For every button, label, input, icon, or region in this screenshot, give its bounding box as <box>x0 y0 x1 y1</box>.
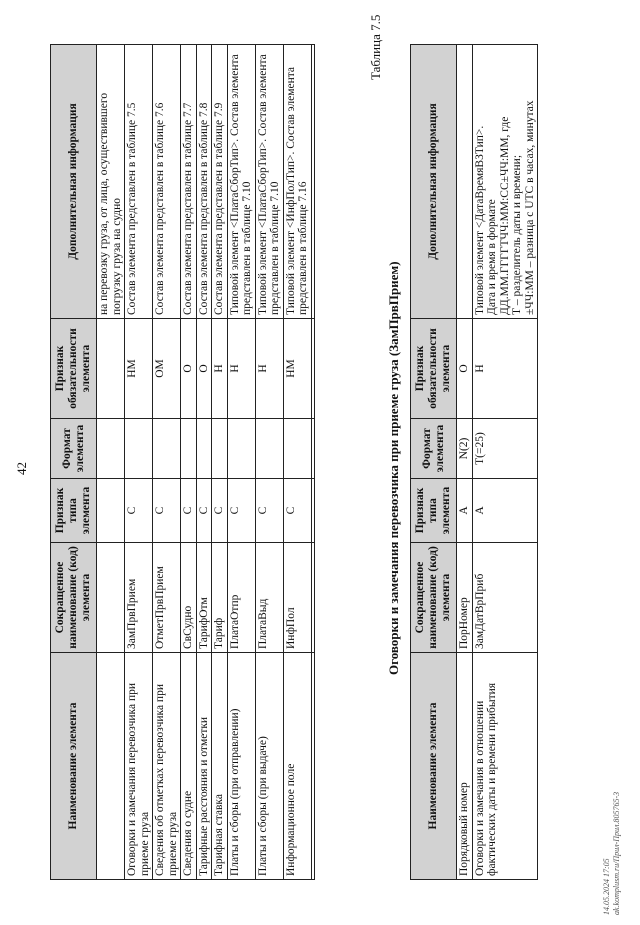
table-title: Оговорки и замечания перевозчика при приеме груза (ЗамПрвПрием) <box>386 261 401 675</box>
table-cell <box>97 479 125 543</box>
table-row <box>311 45 314 880</box>
table-cell <box>227 419 255 479</box>
elements-table-continued <box>50 44 315 880</box>
table-cell: Оговорки и замечания в отношении фактических даты и времени прибытия <box>472 653 538 880</box>
header-cell: Сокращенное наименование (код) элемента <box>411 543 457 653</box>
header-cell: Признак типа элемента <box>51 479 97 543</box>
table-row <box>212 45 228 880</box>
table-cell: СвСудно <box>181 543 197 653</box>
table-cell: Информационное поле <box>283 653 311 880</box>
table-cell: Н <box>227 319 255 419</box>
table-row <box>472 45 538 880</box>
table-cell: Тариф <box>212 543 228 653</box>
table-row <box>227 45 255 880</box>
table-row <box>255 45 283 880</box>
table-cell: Платы и сборы (при выдаче) <box>255 653 283 880</box>
table-cell: ЗамПрвПрием <box>125 543 153 653</box>
table-cell: Порядковый номер <box>457 653 473 880</box>
table-cell <box>255 419 283 479</box>
cell-line: ±ЧЧ:ММ – разница с UTC в часах, минутах <box>523 100 536 315</box>
table-cell: ПлатаОтпр <box>227 543 255 653</box>
table-cell <box>311 543 314 653</box>
table-cell <box>311 479 314 543</box>
cell-line: Типовой элемент <ДатаВремяВЗТип>. <box>473 125 486 315</box>
table-cell <box>311 653 314 880</box>
table-cell <box>125 419 153 479</box>
header-cell: Формат элемента <box>51 419 97 479</box>
table-cell: НМ <box>283 319 311 419</box>
table-cell: Н <box>212 319 228 419</box>
table-cell: ОтметПрвПрием <box>153 543 181 653</box>
table-cell <box>97 419 125 479</box>
table-cell: С <box>212 479 228 543</box>
table-row <box>457 45 473 880</box>
table-cell <box>457 45 473 319</box>
header-cell: Наименование элемента <box>411 653 457 880</box>
table-cell <box>311 319 314 419</box>
table-cell: Типовой элемент <ПлатаСборТип>. Состав элемента представлен в таблице 7.10 <box>255 45 283 319</box>
table-cell: N(2) <box>457 419 473 479</box>
table-cell: Оговорки и замечания перевозчика при приеме груза <box>125 653 153 880</box>
table-cell: ИнфПол <box>283 543 311 653</box>
table-cell: С <box>153 479 181 543</box>
page-number: 42 <box>14 462 29 475</box>
table-cell <box>153 419 181 479</box>
table-cell: А <box>472 479 538 543</box>
table-row <box>196 45 212 880</box>
table-cell: Состав элемента представлен в таблице 7.6 <box>153 45 181 319</box>
table-cell <box>97 319 125 419</box>
table-cell: ТарифОтм <box>196 543 212 653</box>
header-cell: Наименование элемента <box>51 653 97 880</box>
table-cell: О <box>181 319 197 419</box>
header-cell: Формат элемента <box>411 419 457 479</box>
table-cell <box>311 419 314 479</box>
table-cell: Состав элемента представлен в таблице 7.5 <box>125 45 153 319</box>
table-cell: ПлатаВыд <box>255 543 283 653</box>
table-cell: С <box>181 479 197 543</box>
header-cell: Признак обязательности элемента <box>51 319 97 419</box>
table-cell: Тарифная ставка <box>212 653 228 880</box>
table-cell-multiline <box>472 45 538 319</box>
table-row <box>97 45 125 880</box>
table-cell: С <box>283 479 311 543</box>
cell-line: Дата и время в формате ДД.ММ.ГГГГТЧЧ:ММ:СС±ЧЧ:ММ, где <box>486 116 511 315</box>
table-cell: Состав элемента представлен в таблице 7.9 <box>212 45 228 319</box>
table-cell: О <box>196 319 212 419</box>
table-number-label: Таблица 7.5 <box>368 14 383 80</box>
footer-line: ak.komplusm.ru/Прил-Прил.805765-3 <box>612 791 621 915</box>
footer-stamp <box>602 792 622 915</box>
table-cell: Состав элемента представлен в таблице 7.7 <box>181 45 197 319</box>
table-cell <box>212 419 228 479</box>
remarks-table <box>410 44 538 880</box>
table-cell: ПорНомер <box>457 543 473 653</box>
table-header-row <box>51 45 97 880</box>
table-cell <box>97 653 125 880</box>
table-row <box>283 45 311 880</box>
table-row <box>181 45 197 880</box>
table-cell <box>311 45 314 319</box>
table-cell: С <box>125 479 153 543</box>
table-cell: О <box>457 319 473 419</box>
table-cell: Сведения о судне <box>181 653 197 880</box>
table-cell: Сведения об отметках перевозчика при приеме груза <box>153 653 181 880</box>
table-cell <box>196 419 212 479</box>
table-cell: Состав элемента представлен в таблице 7.8 <box>196 45 212 319</box>
table-cell: Типовой элемент <ПлатаСборТип>. Состав элемента представлен в таблице 7.10 <box>227 45 255 319</box>
header-cell: Признак обязательности элемента <box>411 319 457 419</box>
header-cell: Дополнительная информация <box>411 45 457 319</box>
table-cell: Тарифные расстояния и отметки <box>196 653 212 880</box>
table-cell: С <box>227 479 255 543</box>
table-header-row <box>411 45 457 880</box>
table-cell <box>283 419 311 479</box>
header-cell: Признак типа элемента <box>411 479 457 543</box>
table-cell: ЗамДатВрПриб <box>472 543 538 653</box>
footer-line: 14.05.2024 17:05 <box>602 858 611 915</box>
table-cell: T(=25) <box>472 419 538 479</box>
table-cell: НМ <box>125 319 153 419</box>
table-cell: ОМ <box>153 319 181 419</box>
table-cell: на перевозку груза, от лица, осуществившего погрузку груза на судно <box>97 45 125 319</box>
table-row <box>125 45 153 880</box>
table-cell: С <box>196 479 212 543</box>
header-cell: Дополнительная информация <box>51 45 97 319</box>
table-cell: Платы и сборы (при отправлении) <box>227 653 255 880</box>
cell-line: Т – разделитель даты и времени; <box>511 154 523 315</box>
table-cell: С <box>255 479 283 543</box>
table-cell: Н <box>472 319 538 419</box>
table-cell: Н <box>255 319 283 419</box>
table-cell <box>181 419 197 479</box>
table-cell: Типовой элемент <ИнфПолТип>. Состав элемента представлен в таблице 7.16 <box>283 45 311 319</box>
table-cell: А <box>457 479 473 543</box>
table-cell <box>97 543 125 653</box>
header-cell: Сокращенное наименование (код) элемента <box>51 543 97 653</box>
table-row <box>153 45 181 880</box>
